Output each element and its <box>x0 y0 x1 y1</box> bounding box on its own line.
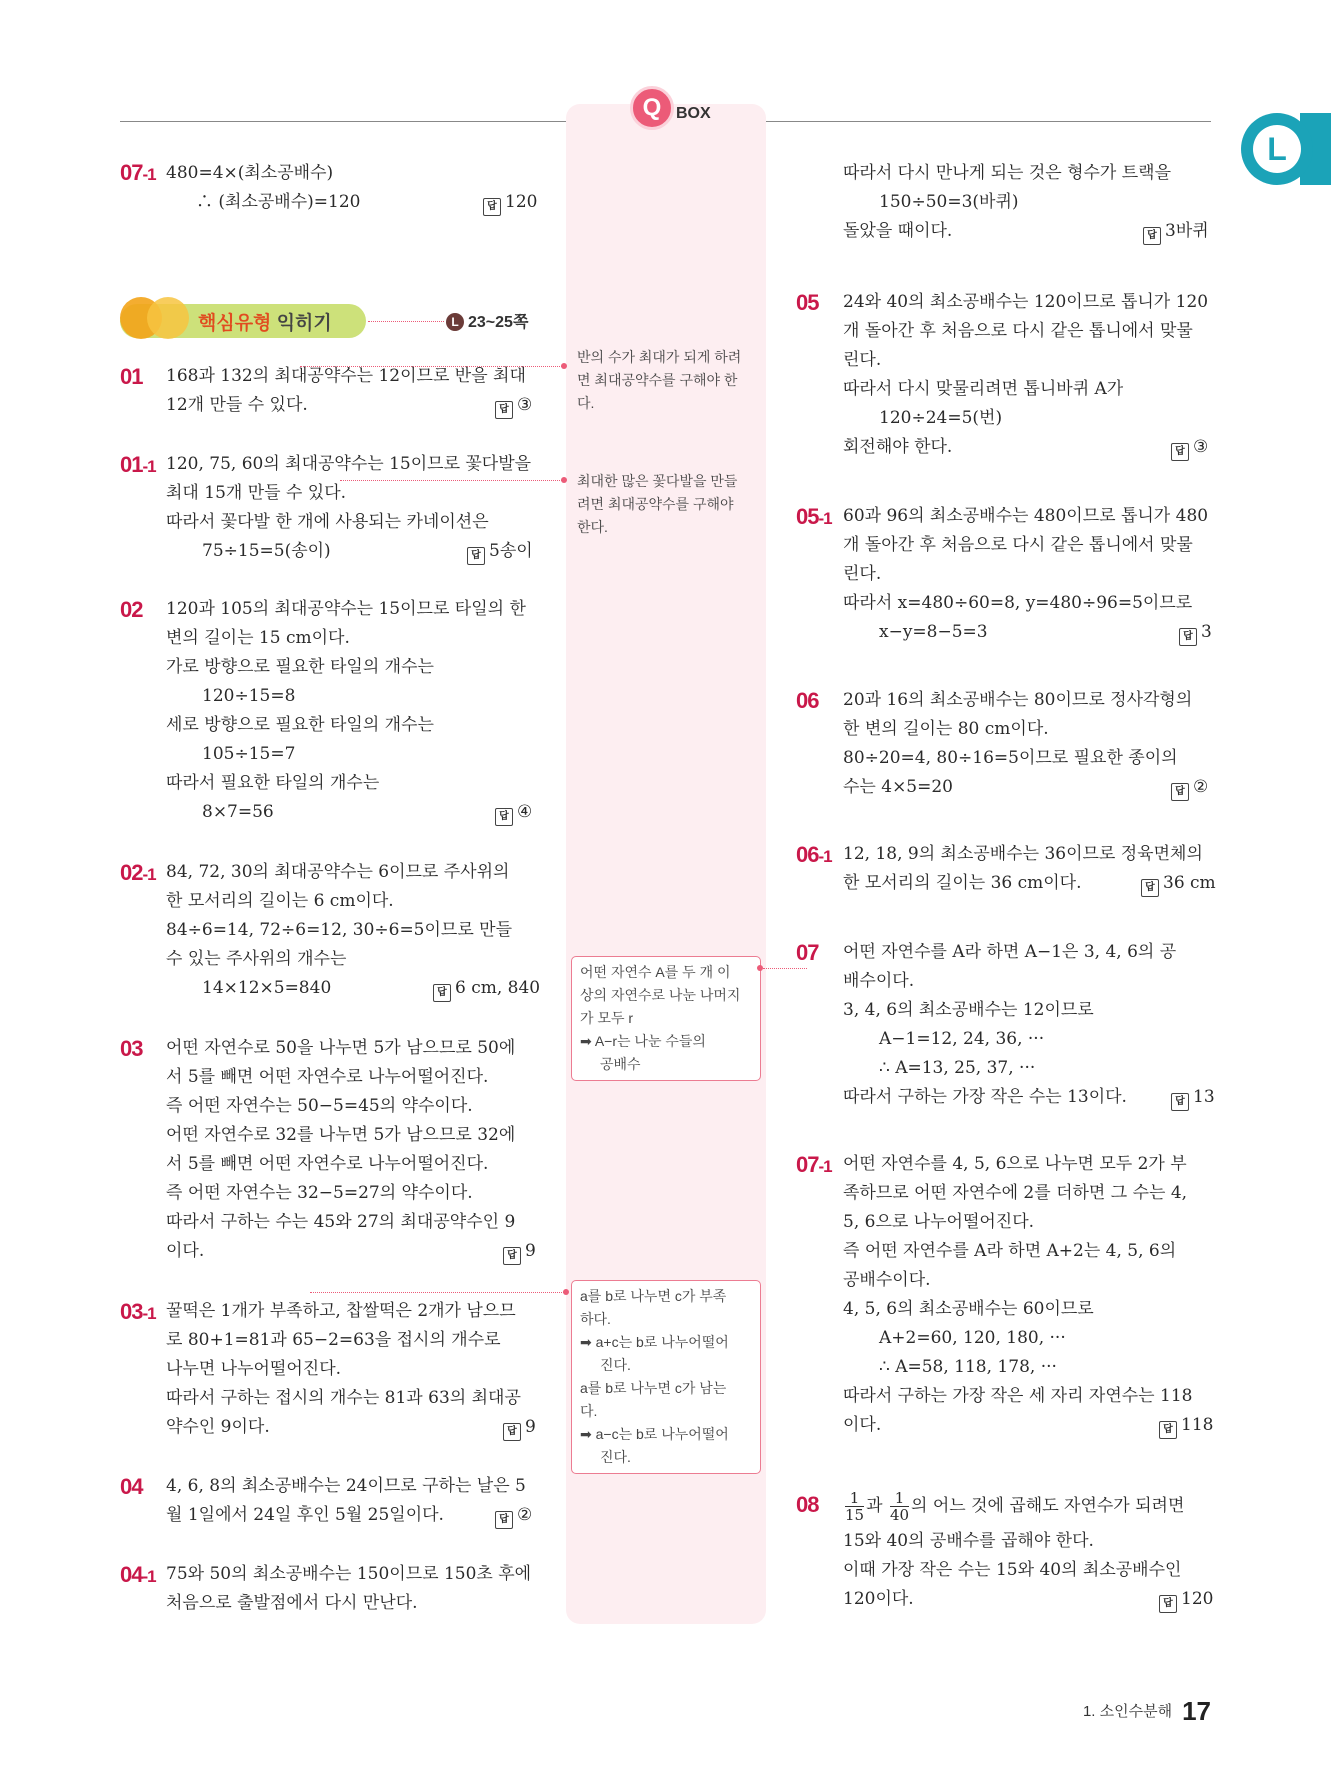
text-line: 75와 50의 최소공배수는 150이므로 150초 후에 <box>166 1564 532 1584</box>
text-line: 24와 40의 최소공배수는 120이므로 톱니가 120 <box>843 292 1209 312</box>
text-line: 168과 132의 최대공약수는 12이므로 반을 최대 <box>166 366 526 386</box>
answer-icon: 답 <box>1171 783 1189 801</box>
text-line: 따라서 꽃다발 한 개에 사용되는 카네이션은 <box>166 512 489 532</box>
note-leader <box>300 366 564 367</box>
text-line: 한 모서리의 길이는 6 cm이다. <box>166 891 394 911</box>
text-line: 따라서 구하는 수는 45와 27의 최대공약수인 9 <box>166 1212 516 1232</box>
qbox-label: BOX <box>676 105 711 122</box>
chapter-tab-letter: L <box>1253 125 1301 173</box>
text-line: 84÷6=14, 72÷6=12, 30÷6=5이므로 만들 <box>166 920 513 940</box>
answer: 답 120 <box>483 188 537 217</box>
answer: 답 9 <box>503 1413 536 1442</box>
answer-icon: 답 <box>433 984 451 1002</box>
text-line: 14×12×5=840 <box>202 978 332 998</box>
text-line: x−y=8−5=3 <box>879 622 988 642</box>
answer: 답 120 <box>1159 1585 1213 1614</box>
lesson-icon: L <box>446 313 464 331</box>
text-line: 수는 4×5=20 <box>843 777 953 797</box>
answer-icon: 답 <box>495 1511 513 1529</box>
text-line: 4, 6, 8의 최소공배수는 24이므로 구하는 날은 5 <box>166 1476 526 1496</box>
qbox-note-box: 어떤 자연수 A를 두 개 이 상의 자연수로 나눈 나머지 가 모두 r ➡ A−r는 나눈 수들의 공배수 <box>571 956 761 1081</box>
page-number: 17 <box>1182 1696 1211 1726</box>
text-line: ∴ A=58, 118, 178, ··· <box>879 1357 1057 1377</box>
note-leader <box>310 1292 566 1293</box>
answer: 답 ③ <box>1171 433 1208 462</box>
answer: 답 5송이 <box>467 537 533 566</box>
text-line: 공배수이다. <box>843 1270 931 1290</box>
text-line: ∴ A=13, 25, 37, ··· <box>879 1058 1036 1078</box>
problem-number: 03 <box>120 1036 143 1061</box>
answer-icon: 답 <box>1171 443 1189 461</box>
text-line: 개 돌아간 후 처음으로 다시 같은 톱니에서 맞물 <box>843 535 1193 555</box>
text-line: 75÷15=5(송이) <box>202 541 331 561</box>
text-line: 로 80+1=81과 65−2=63을 접시의 개수로 <box>166 1330 501 1350</box>
chapter-name: 1. 소인수분해 <box>1082 1703 1173 1720</box>
answer: 답 3 <box>1179 618 1212 647</box>
text-line: 따라서 다시 맞물리려면 톱니바퀴 A가 <box>843 379 1124 399</box>
dotted-leader <box>368 321 444 322</box>
text-line: 린다. <box>843 350 882 370</box>
text-line: 월 1일에서 24일 후인 5월 25일이다. <box>166 1505 444 1525</box>
text-line: 나누면 나누어떨어진다. <box>166 1359 342 1379</box>
text-line: $\frac{1}{15}$ 과 $\frac{1}{40}$ 의 어느 것에 곱해도 자연수가 되려면 <box>845 1489 1185 1524</box>
text-line: 12, 18, 9의 최소공배수는 36이므로 정육면체의 <box>843 844 1203 864</box>
text-line: 84, 72, 30의 최대공약수는 6이므로 주사위의 <box>166 862 510 882</box>
text-line: 즉 어떤 자연수는 32−5=27의 약수이다. <box>166 1183 473 1203</box>
text-line: 변의 길이는 15 cm이다. <box>166 628 350 648</box>
answer: 답 ③ <box>495 391 532 420</box>
problem-number: 01 <box>120 364 143 389</box>
text-line: 따라서 필요한 타일의 개수는 <box>166 773 380 793</box>
text-line: 회전해야 한다. <box>843 437 953 457</box>
answer-icon: 답 <box>1143 227 1161 245</box>
answer-icon: 답 <box>495 808 513 826</box>
answer: 답 ② <box>1171 773 1208 802</box>
answer: 답 36 cm <box>1141 869 1216 898</box>
text-line: 개 돌아간 후 처음으로 다시 같은 톱니에서 맞물 <box>843 321 1193 341</box>
text-line: 어떤 자연수를 4, 5, 6으로 나누면 모두 2가 부 <box>843 1154 1187 1174</box>
fraction: $\frac{1}{15}$ <box>845 1489 865 1524</box>
header-rule-right <box>766 121 1211 122</box>
text-line: 20과 16의 최소공배수는 80이므로 정사각형의 <box>843 690 1193 710</box>
answer-icon: 답 <box>467 547 485 565</box>
text-line: 꿀떡은 1개가 부족하고, 찹쌀떡은 2개가 남으므 <box>166 1301 516 1321</box>
text-line: 최대 15개 만들 수 있다. <box>166 483 347 503</box>
text-line: 120÷24=5(번) <box>879 408 1003 428</box>
problem-number: 06-1 <box>796 842 832 867</box>
text-line: 족하므로 어떤 자연수에 2를 더하면 그 수는 4, <box>843 1183 1188 1203</box>
text-line: 따라서 구하는 접시의 개수는 81과 63의 최대공 <box>166 1388 521 1408</box>
text-line: 12개 만들 수 있다. <box>166 395 308 415</box>
text-line: 120, 75, 60의 최대공약수는 15이므로 꽃다발을 <box>166 454 532 474</box>
answer-icon: 답 <box>495 401 513 419</box>
text-line: 이때 가장 작은 수는 15와 40의 최소공배수인 <box>843 1560 1182 1580</box>
text-line: 15와 40의 공배수를 곱해야 한다. <box>843 1531 1094 1551</box>
text-line: 약수인 9이다. <box>166 1417 270 1437</box>
text-line: 한 변의 길이는 80 cm이다. <box>843 719 1049 739</box>
problem-number: 03-1 <box>120 1299 156 1324</box>
text-line: 가로 방향으로 필요한 타일의 개수는 <box>166 657 434 677</box>
text-line: 배수이다. <box>843 971 915 991</box>
text-line: 처음으로 출발점에서 다시 만난다. <box>166 1593 418 1613</box>
text-line: 서 5를 빼면 어떤 자연수로 나누어떨어진다. <box>166 1067 489 1087</box>
answer-icon: 답 <box>1159 1595 1177 1613</box>
text-line: A−1=12, 24, 36, ··· <box>879 1029 1045 1049</box>
text-line: 60과 96의 최소공배수는 480이므로 톱니가 480 <box>843 506 1209 526</box>
text-line: 150÷50=3(바퀴) <box>879 192 1019 212</box>
answer: 답 13 <box>1171 1083 1215 1112</box>
text-line: 4, 5, 6의 최소공배수는 60이므로 <box>843 1299 1094 1319</box>
qbox-note: 반의 수가 최대가 되게 하려 면 최대공약수를 구해야 한 다. <box>577 349 742 411</box>
problem-number: 05 <box>796 290 819 315</box>
text-line: 120이다. <box>843 1589 914 1609</box>
answer: 답 6 cm, 840 <box>433 974 540 1003</box>
note-dot <box>563 1289 569 1295</box>
text-line: 어떤 자연수로 32를 나누면 5가 남으므로 32에 <box>166 1125 516 1145</box>
section-title: 핵심유형 익히기 <box>198 313 332 334</box>
problem-number: 04-1 <box>120 1562 156 1587</box>
text-line: 105÷15=7 <box>202 744 296 764</box>
text-line: 린다. <box>843 564 882 584</box>
text-line: ∴ (최소공배수)=120 <box>196 192 361 212</box>
answer-icon: 답 <box>1141 879 1159 897</box>
banner-circle-icon <box>147 297 189 339</box>
text-line: 480=4×(최소공배수) <box>166 163 334 183</box>
text-line: 이다. <box>166 1241 205 1261</box>
text-line: 따라서 다시 만나게 되는 것은 형수가 트랙을 <box>843 163 1172 183</box>
answer-icon: 답 <box>1159 1421 1177 1439</box>
text-line: 120과 105의 최대공약수는 15이므로 타일의 한 <box>166 599 526 619</box>
text-line: 즉 어떤 자연수는 50−5=45의 약수이다. <box>166 1096 473 1116</box>
note-leader <box>340 480 564 481</box>
problem-number: 07-1 <box>796 1152 832 1177</box>
answer: 답 9 <box>503 1237 536 1266</box>
text-line: 돌았을 때이다. <box>843 221 953 241</box>
qbox-logo: Q <box>630 86 674 130</box>
problem-number: 05-1 <box>796 504 832 529</box>
text-line: 즉 어떤 자연수를 A라 하면 A+2는 4, 5, 6의 <box>843 1241 1177 1261</box>
text-line: A+2=60, 120, 180, ··· <box>879 1328 1066 1348</box>
problem-number: 08 <box>796 1492 819 1517</box>
text-line: 한 모서리의 길이는 36 cm이다. <box>843 873 1082 893</box>
text-line: 80÷20=4, 80÷16=5이므로 필요한 종이의 <box>843 748 1178 768</box>
text-line: 따라서 x=480÷60=8, y=480÷96=5이므로 <box>843 593 1193 613</box>
answer-icon: 답 <box>503 1423 521 1441</box>
note-dot <box>561 363 567 369</box>
text-line: 서 5를 빼면 어떤 자연수로 나누어떨어진다. <box>166 1154 489 1174</box>
answer: 답 3바퀴 <box>1143 217 1209 246</box>
note-dot <box>561 477 567 483</box>
answer: 답 ④ <box>495 798 532 827</box>
problem-number: 07 <box>796 940 819 965</box>
problem-number: 02-1 <box>120 860 156 885</box>
text-line: 따라서 구하는 가장 작은 수는 13이다. <box>843 1087 1127 1107</box>
qbox-note-box: a를 b로 나누면 c가 부족 하다. ➡ a+c는 b로 나누어떨어 진다. a를 b로 나누면 c가 남는 다. ➡ a−c는 b로 나누어떨어 진다. <box>571 1280 761 1474</box>
problem-number: 01-1 <box>120 452 156 477</box>
text-line: 120÷15=8 <box>202 686 296 706</box>
answer: 답 118 <box>1159 1411 1213 1440</box>
answer-icon: 답 <box>1171 1093 1189 1111</box>
answer-icon: 답 <box>503 1247 521 1265</box>
text-line: 따라서 구하는 가장 작은 세 자리 자연수는 118 <box>843 1386 1193 1406</box>
text-line: 어떤 자연수를 A라 하면 A−1은 3, 4, 6의 공 <box>843 942 1177 962</box>
text-line: 이다. <box>843 1415 882 1435</box>
answer: 답 ② <box>495 1501 532 1530</box>
problem-number: 02 <box>120 597 143 622</box>
answer-icon: 답 <box>1179 628 1197 646</box>
problem-number: 06 <box>796 688 819 713</box>
answer-icon: 답 <box>483 198 501 216</box>
text-line: 세로 방향으로 필요한 타일의 개수는 <box>166 715 434 735</box>
header-rule-left <box>120 121 566 122</box>
qbox-note: 최대한 많은 꽃다발을 만들 려면 최대공약수를 구해야 한다. <box>577 473 738 535</box>
text-line: 8×7=56 <box>202 802 274 822</box>
page-reference: L 23~25쪽 <box>446 309 528 332</box>
note-leader <box>763 968 807 969</box>
page-footer <box>1083 1696 1211 1727</box>
fraction: $\frac{1}{40}$ <box>889 1489 910 1524</box>
problem-number: 04 <box>120 1474 143 1499</box>
problem-number: 07-1 <box>120 160 156 185</box>
text-line: 3, 4, 6의 최소공배수는 12이므로 <box>843 1000 1094 1020</box>
text-line: 5, 6으로 나누어떨어진다. <box>843 1212 1035 1232</box>
text-line: 어떤 자연수로 50을 나누면 5가 남으므로 50에 <box>166 1038 516 1058</box>
text-line: 수 있는 주사위의 개수는 <box>166 949 347 969</box>
